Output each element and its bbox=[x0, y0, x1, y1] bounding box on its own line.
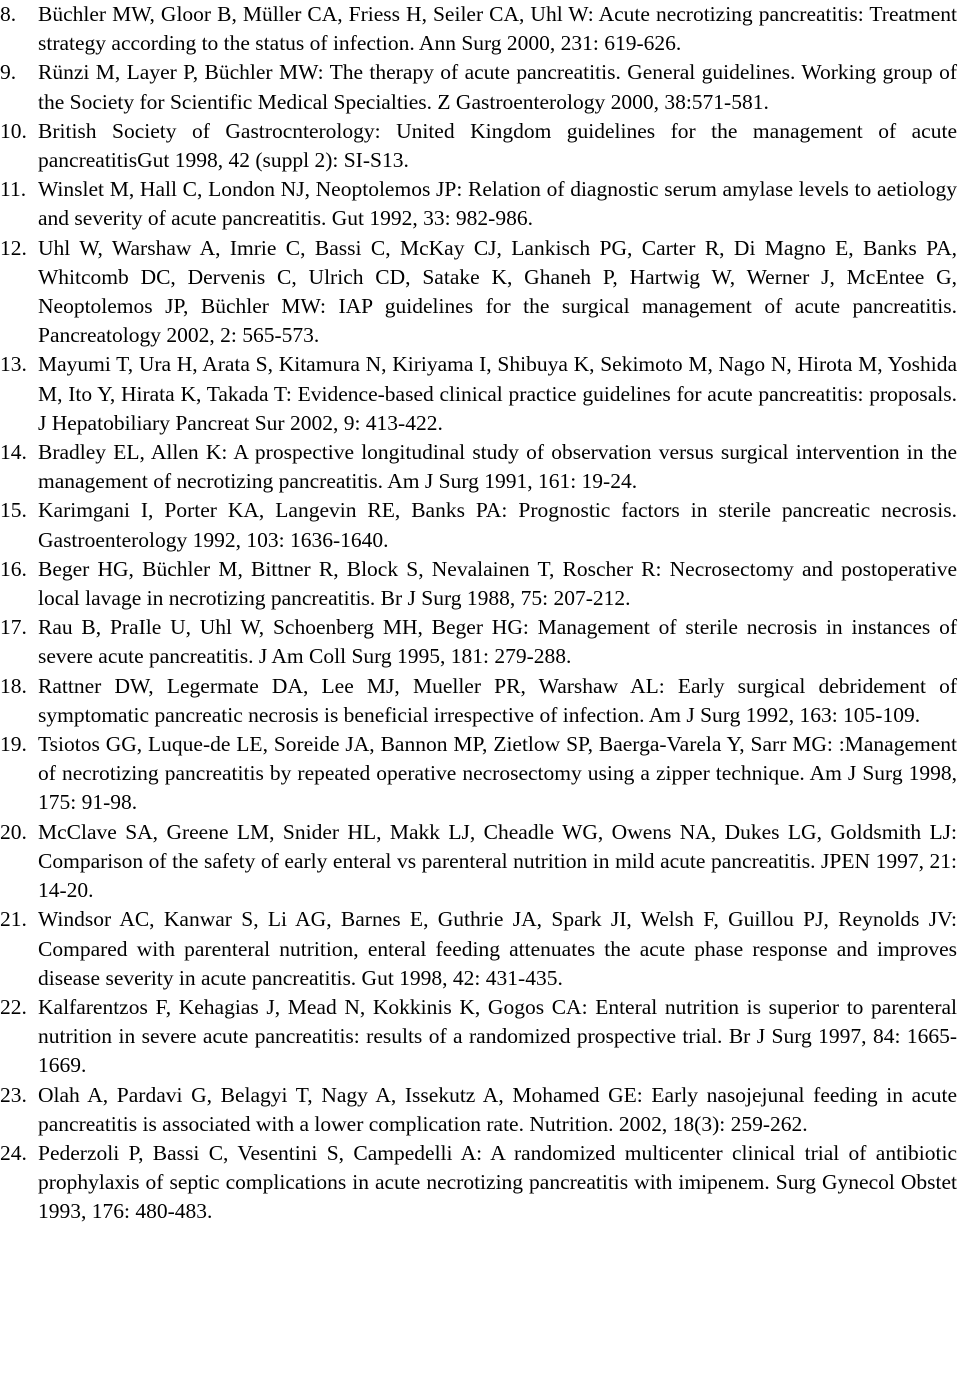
reference-text: Mayumi T, Ura H, Arata S, Kitamura N, Kiriyama I, Shibuya K, Sekimoto M, Nago N, Hirota M, Yoshida M, Ito Y, Hirata K, Takada T: Evidence-based clinical practice guidelines for acute pancreatitis: proposals. J Hepatobiliary Pancreat Sur 2002, 9: 413-422. bbox=[38, 352, 957, 435]
reference-number: 13. bbox=[0, 352, 27, 377]
reference-text: Karimgani I, Porter KA, Langevin RE, Banks PA: Prognostic factors in sterile pancreatic necrosis. Gastroenterology 1992, 103: 1636-1640. bbox=[38, 498, 957, 552]
reference-item bbox=[0, 1081, 960, 1139]
reference-number: 17. bbox=[0, 615, 27, 640]
reference-number: 15. bbox=[0, 498, 27, 523]
reference-text: Beger HG, Büchler M, Bittner R, Block S, Nevalainen T, Roscher R: Necrosectomy and postoperative local lavage in necrotizing pancreatitis. Br J Surg 1988, 75: 207-212. bbox=[38, 556, 957, 611]
reference-number: 21. bbox=[0, 907, 27, 932]
reference-item bbox=[0, 58, 960, 116]
reference-number: 24. bbox=[0, 1140, 27, 1165]
reference-item bbox=[0, 613, 960, 671]
reference-text: Rattner DW, Legermate DA, Lee MJ, Mueller PR, Warshaw AL: Early surgical debridement of symptomatic pancreatic necrosis is beneficial irrespective of infection. Am J Surg 1992, 163: 105-109. bbox=[38, 673, 957, 727]
reference-item bbox=[0, 438, 960, 496]
reference-item bbox=[0, 117, 960, 175]
reference-text: Winslet M, Hall C, London NJ, Neoptolemos JP: Relation of diagnostic serum amylase levels to aetiology and severity of acute pancreatitis. Gut 1992, 33: 982-986. bbox=[38, 177, 957, 231]
reference-number: 18. bbox=[0, 673, 27, 698]
reference-item bbox=[0, 993, 960, 1081]
reference-item bbox=[0, 0, 960, 58]
reference-number: 23. bbox=[0, 1082, 27, 1107]
reference-number: 14. bbox=[0, 440, 27, 465]
reference-text: Rau B, PraIle U, Uhl W, Schoenberg MH, Beger HG: Management of sterile necrosis in instances of severe acute pancreatitis. J Am Coll Surg 1995, 181: 279-288. bbox=[38, 615, 957, 669]
reference-number: 22. bbox=[0, 994, 27, 1019]
reference-item bbox=[0, 555, 960, 613]
reference-item bbox=[0, 905, 960, 993]
reference-number: 20. bbox=[0, 819, 27, 844]
reference-item bbox=[0, 234, 960, 351]
reference-number: 8. bbox=[0, 2, 17, 26]
reference-item bbox=[0, 672, 960, 730]
reference-text: Kalfarentzos F, Kehagias J, Mead N, Kokkinis K, Gogos CA: Enteral nutrition is superior to parenteral nutrition in severe acute pancreatitis: results of a randomized prospective trial. Br J Surg 1997, 84: 1665-1669. bbox=[38, 994, 957, 1078]
reference-text: Uhl W, Warshaw A, Imrie C, Bassi C, McKay CJ, Lankisch PG, Carter R, Di Magno E, Banks PA, Whitcomb DC, Dervenis C, Ulrich CD, Satake K, Ghaneh P, Hartwig W, Werner J, McEntee G, Neoptolemos JP, Büchler MW: IAP guidelines for the surgical management of acute pancreatitis. Pancreatology 2002, 2: 565-573. bbox=[38, 235, 957, 348]
reference-text: Pederzoli P, Bassi C, Vesentini S, Campedelli A: A randomized multicenter clinical trial of antibiotic prophylaxis of septic complications in acute necrotizing pancreatitis with imipenem. Surg Gynecol Obstet 1993, 176: 480-483. bbox=[38, 1140, 957, 1224]
reference-text: Windsor AC, Kanwar S, Li AG, Barnes E, Guthrie JA, Spark JI, Welsh F, Guillou PJ, Reynolds JV: Compared with parenteral nutrition, enteral feeding attenuates the acute phase response and improves disease severity in acute pancreatitis. Gut 1998, 42: 431-435. bbox=[38, 907, 957, 990]
reference-item bbox=[0, 350, 960, 438]
reference-text: Tsiotos GG, Luque-de LE, Soreide JA, Bannon MP, Zietlow SP, Baerga-Varela Y, Sarr MG: :Management of necrotizing pancreatitis by repeated operative necrosectomy using a zipper technique. Am J Surg 1998, 175: 91-98. bbox=[38, 732, 957, 815]
reference-text: McClave SA, Greene LM, Snider HL, Makk LJ, Cheadle WG, Owens NA, Dukes LG, Goldsmith LJ: Comparison of the safety of early enteral vs parenteral nutrition in mild acute pancreatitis. JPEN 1997, 21: 14-20. bbox=[38, 819, 957, 903]
reference-item bbox=[0, 818, 960, 906]
reference-text: Büchler MW, Gloor B, Müller CA, Friess H, Seiler CA, Uhl W: Acute necrotizing pancreatitis: Treatment strategy according to the status of infection. Ann Surg 2000, 231: 619-626. bbox=[38, 2, 957, 56]
reference-text: Rünzi M, Layer P, Büchler MW: The therapy of acute pancreatitis. General guidelines. Working group of the Society for Scientific Medical Specialties. Z Gastroenterology 2000, 38:571-581. bbox=[38, 60, 957, 114]
reference-number: 12. bbox=[0, 235, 27, 260]
reference-text: British Society of Gastrocnterology: United Kingdom guidelines for the management of acute pancreatitisGut 1998, 42 (suppl 2): SI-S13. bbox=[38, 118, 957, 173]
reference-item bbox=[0, 730, 960, 818]
reference-item bbox=[0, 1139, 960, 1227]
reference-text: Bradley EL, Allen K: A prospective longitudinal study of observation versus surgical intervention in the management of necrotizing pancreatitis. Am J Surg 1991, 161: 19-24. bbox=[38, 440, 957, 494]
reference-text: Olah A, Pardavi G, Belagyi T, Nagy A, Issekutz A, Mohamed GE: Early nasojejunal feeding in acute pancreatitis is associated with a lower complication rate. Nutrition. 2002, 18(3): 259-262. bbox=[38, 1082, 957, 1136]
reference-number: 16. bbox=[0, 556, 27, 581]
reference-item bbox=[0, 496, 960, 554]
reference-number: 11. bbox=[0, 177, 27, 202]
reference-number: 19. bbox=[0, 732, 27, 757]
reference-number: 9. bbox=[0, 60, 17, 85]
reference-number: 10. bbox=[0, 118, 27, 143]
reference-item bbox=[0, 175, 960, 233]
